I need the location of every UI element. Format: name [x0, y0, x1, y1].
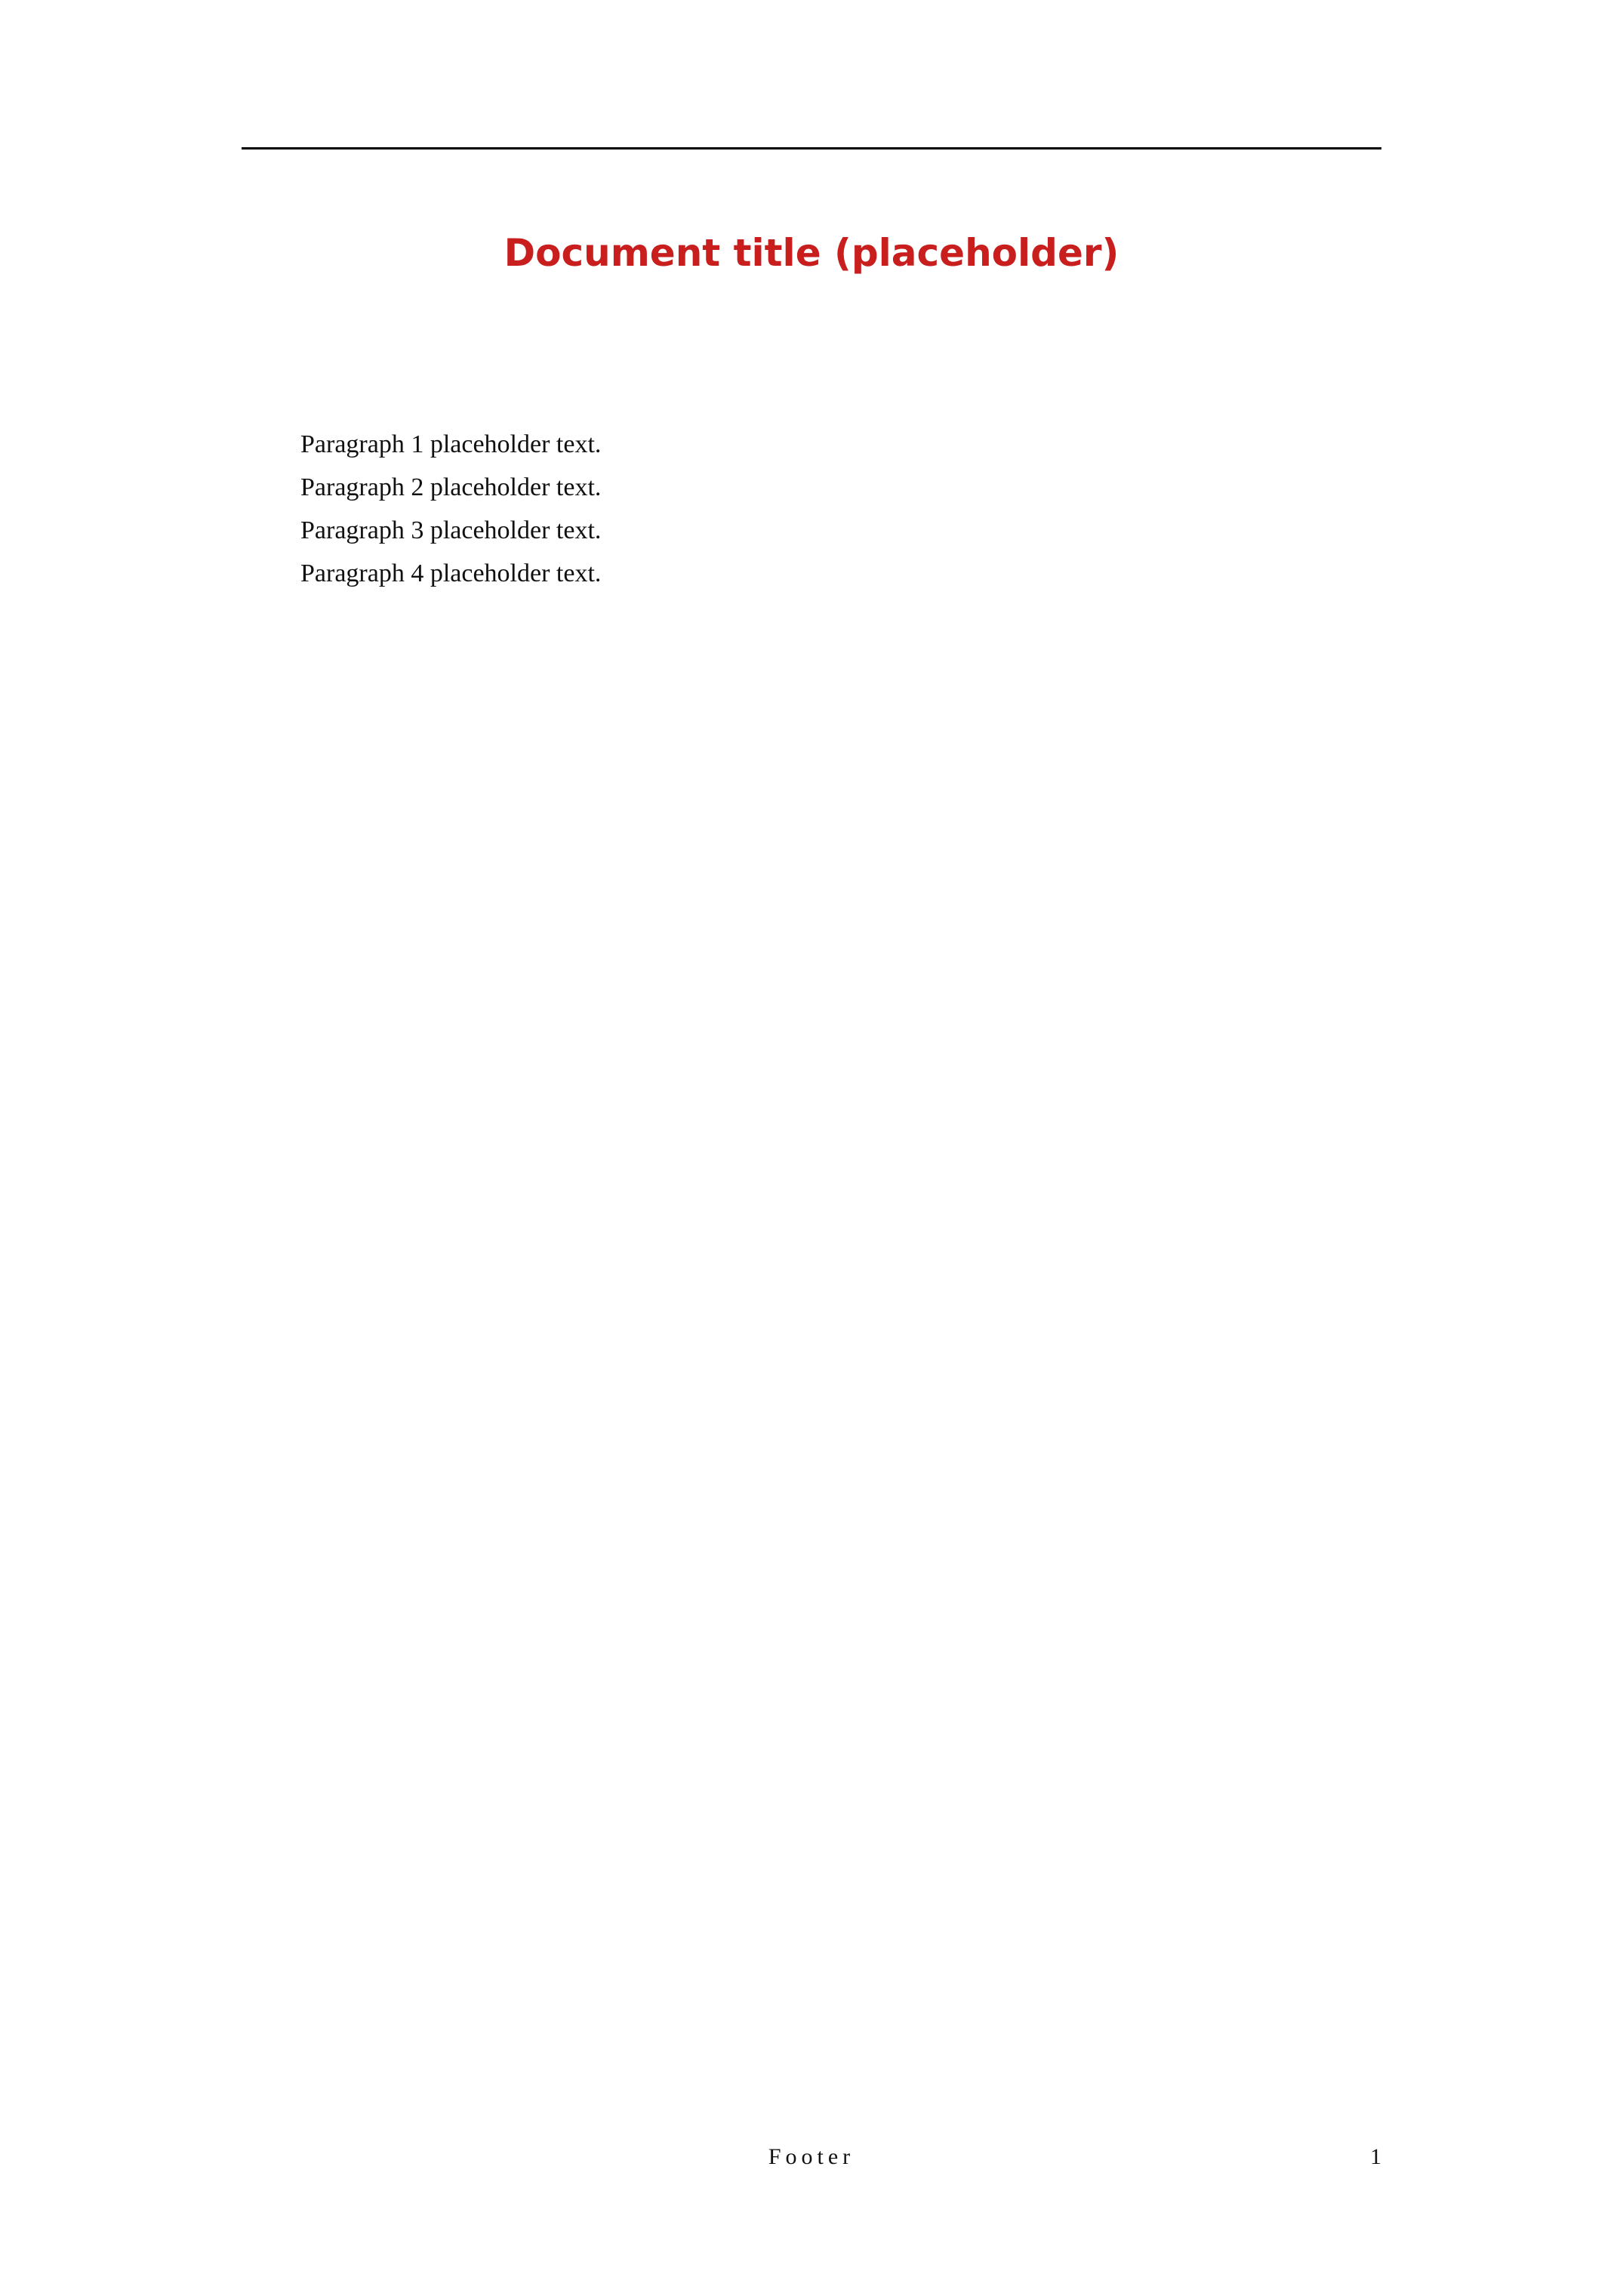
- page-title: Document title (placeholder): [504, 231, 1119, 275]
- footer-text: Footer: [768, 2144, 855, 2169]
- header-rule: [242, 147, 1381, 149]
- paragraph: Paragraph 1 placeholder text.: [300, 430, 602, 458]
- document-body: [249, 423, 1374, 595]
- page-number: 1: [1370, 2144, 1381, 2169]
- paragraph: Paragraph 3 placeholder text.: [300, 516, 602, 544]
- paragraph: Paragraph 4 placeholder text.: [300, 559, 602, 587]
- paragraph: Paragraph 2 placeholder text.: [300, 473, 602, 501]
